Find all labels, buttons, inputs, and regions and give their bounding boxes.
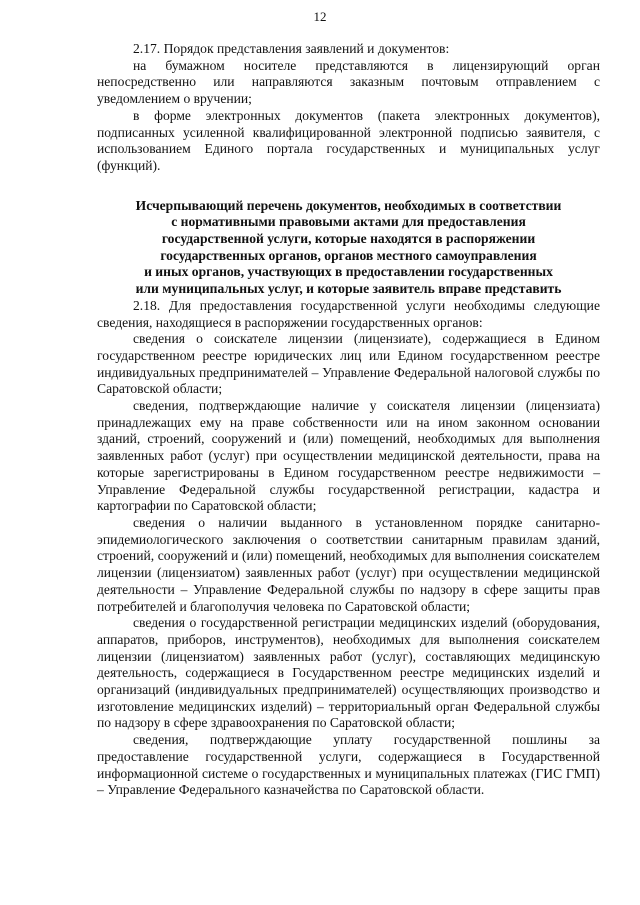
section-2-18-intro: 2.18. Для предоставления государственной услуги необходимы следующие сведения, находящиеся в распоряжении государственных органов: — [97, 297, 600, 330]
section-2-18-item: сведения, подтверждающие наличие у соискателя лицензии (лицензиата) принадлежащих ему на праве собственности или на ином законном основании зданий, строений, сооружений и (или) помещений, необходимых для выполнения заявленных работ (услуг) при осуществлении медицинской деятельности, права на которые зарегистрированы в Едином государственном реестре недвижимости – Управление Федеральной службы государственной регистрации, кадастра и картографии по Саратовской области; — [97, 398, 600, 514]
section-heading — [97, 198, 600, 298]
heading-line: и иных органов, участвующих в предоставлении государственных — [144, 264, 553, 280]
page-number: 12 — [313, 9, 327, 24]
section-2-17-paragraph: на бумажном носителе представляются в лицензирующий орган непосредственно или направляются заказным почтовым отправлением с уведомлением о вручении; — [97, 57, 600, 107]
section-2-18-item: сведения о соискателе лицензии (лицензиате), содержащиеся в Едином государственном реестре юридических лиц или Едином государственном реестре индивидуальных предпринимателей – Управление Федеральной налоговой службы по Саратовской области; — [97, 331, 600, 397]
document-body — [97, 41, 600, 799]
heading-line: Исчерпывающий перечень документов, необходимых в соответствии — [135, 197, 562, 213]
heading-line: с нормативными правовыми актами для предоставления — [171, 214, 526, 230]
heading-line: государственной услуги, которые находятся в распоряжении — [161, 231, 536, 247]
section-2-17-title: 2.17. Порядок представления заявлений и документов: — [133, 41, 450, 56]
section-2-18-item: сведения, подтверждающие уплату государственной пошлины за предоставление государственной услуги, содержащиеся в Государственной информационной системе о государственных и муниципальных платежах (ГИС ГМП) – Управление Федерального казначейства по Саратовской области. — [97, 732, 600, 798]
section-2-18-item: сведения о государственной регистрации медицинских изделий (оборудования, аппаратов, приборов, инструментов), необходимых для выполнения соискателем лицензии (лицензиатом) заявленных работ (услуг), составляющих медицинскую деятельность, содержащиеся в Государственном реестре медицинских изделий и организаций (индивидуальных предпринимателей) осуществляющих производство и изготовление медицинских изделий) – территориальный орган Федеральной службы по надзору в сфере здравоохранения по Саратовской области; — [97, 615, 600, 731]
section-2-17-paragraph: в форме электронных документов (пакета электронных документов), подписанных усиленной квалифицированной электронной подписью заявителя, с использованием Единого портала государственных и муниципальных услуг (функций). — [97, 107, 600, 173]
heading-line: государственных органов, органов местного самоуправления — [160, 247, 537, 263]
heading-line: или муниципальных услуг, и которые заявитель вправе представить — [135, 281, 562, 297]
section-2-18-item: сведения о наличии выданного в установленном порядке санитарно-эпидемиологического заключения о соответствии санитарным правилам зданий, строений, сооружений и (или) помещений, необходимых для выполнения соискателем лицензии (лицензиатом) заявленных работ (услуг) при осуществлении медицинской деятельности – Управление Федеральной службы по надзору в сфере защиты прав потребителей и благополучия человека по Саратовской области; — [97, 514, 600, 614]
